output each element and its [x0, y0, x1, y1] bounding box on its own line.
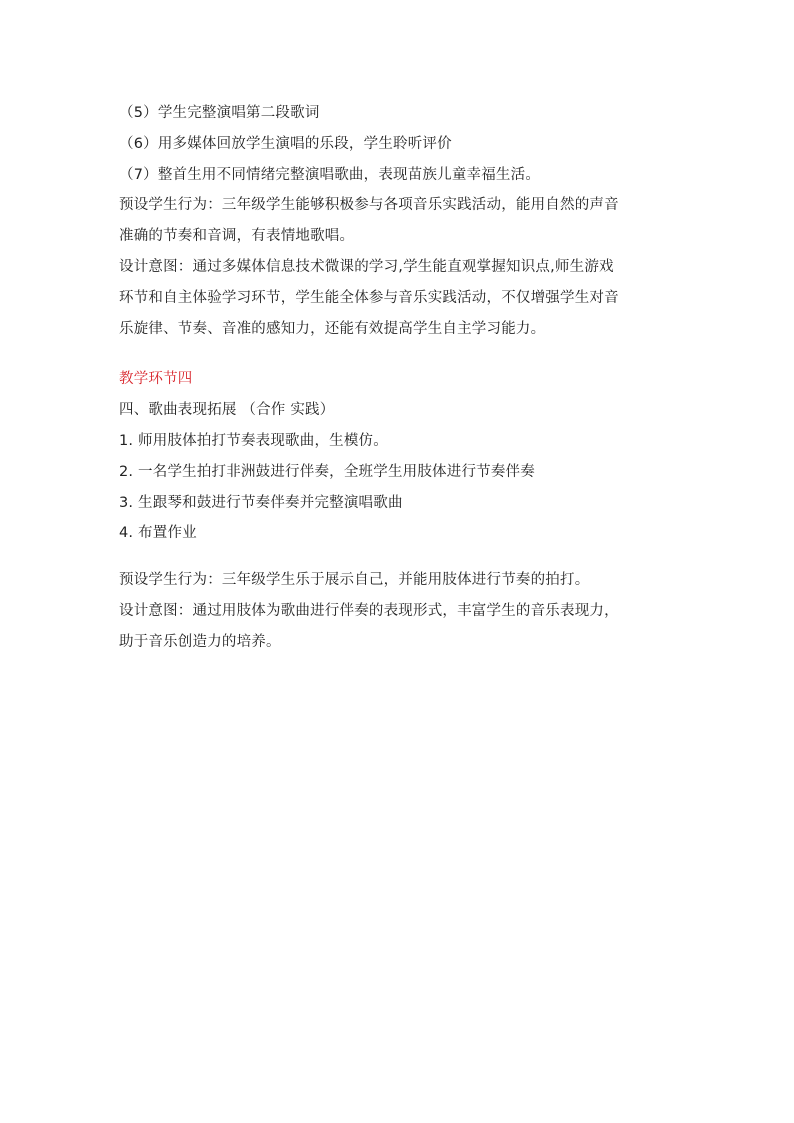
step-item-1: 1. 师用肢体拍打节奏表现歌曲，生模仿。: [119, 432, 388, 449]
step-item-3: 3. 生跟琴和鼓进行节奏伴奏并完整演唱歌曲: [119, 494, 403, 511]
step-5-line: （5）学生完整演唱第二段歌词: [119, 105, 320, 121]
design-intent-b-line-1: 设计意图：通过用肢体为歌曲进行伴奏的表现形式，丰富学生的音乐表现力，: [119, 602, 619, 619]
step-item-2: 2. 一名学生拍打非洲鼓进行伴奏，全班学生用肢体进行节奏伴奏: [119, 463, 535, 480]
step-item-4: 4. 布置作业: [119, 525, 197, 542]
expected-behavior-b: 预设学生行为：三年级学生乐于展示自己，并能用肢体进行节奏的拍打。: [119, 572, 590, 589]
design-intent-b-line-2: 助于音乐创造力的培养。: [119, 633, 281, 650]
step-7-line: （7）整首生用不同情绪完整演唱歌曲，表现苗族儿童幸福生活。: [119, 166, 541, 183]
section-subtitle: 四、歌曲表现拓展 （合作 实践）: [119, 402, 335, 419]
step-6-line: （6）用多媒体回放学生演唱的乐段，学生聆听评价: [119, 135, 452, 152]
section-title: 教学环节四: [119, 371, 193, 388]
design-intent-line-2: 环节和自主体验学习环节，学生能全体参与音乐实践活动，不仅增强学生对音: [119, 289, 619, 306]
expected-behavior-line-1: 预设学生行为：三年级学生能够积极参与各项音乐实践活动，能用自然的声音: [119, 197, 619, 214]
paragraph-spacer: [119, 344, 679, 364]
design-intent-line-3: 乐旋律、节奏、音准的感知力，还能有效提高学生自主学习能力。: [119, 320, 546, 337]
expected-behavior-line-2: 准确的节奏和音调，有表情地歌唱。: [119, 228, 355, 245]
design-intent-line-1: 设计意图：通过多媒体信息技术微课的学习,学生能直观掌握知识点,师生游戏: [119, 258, 614, 275]
document-body: [119, 98, 679, 658]
paragraph-spacer: [119, 549, 679, 565]
